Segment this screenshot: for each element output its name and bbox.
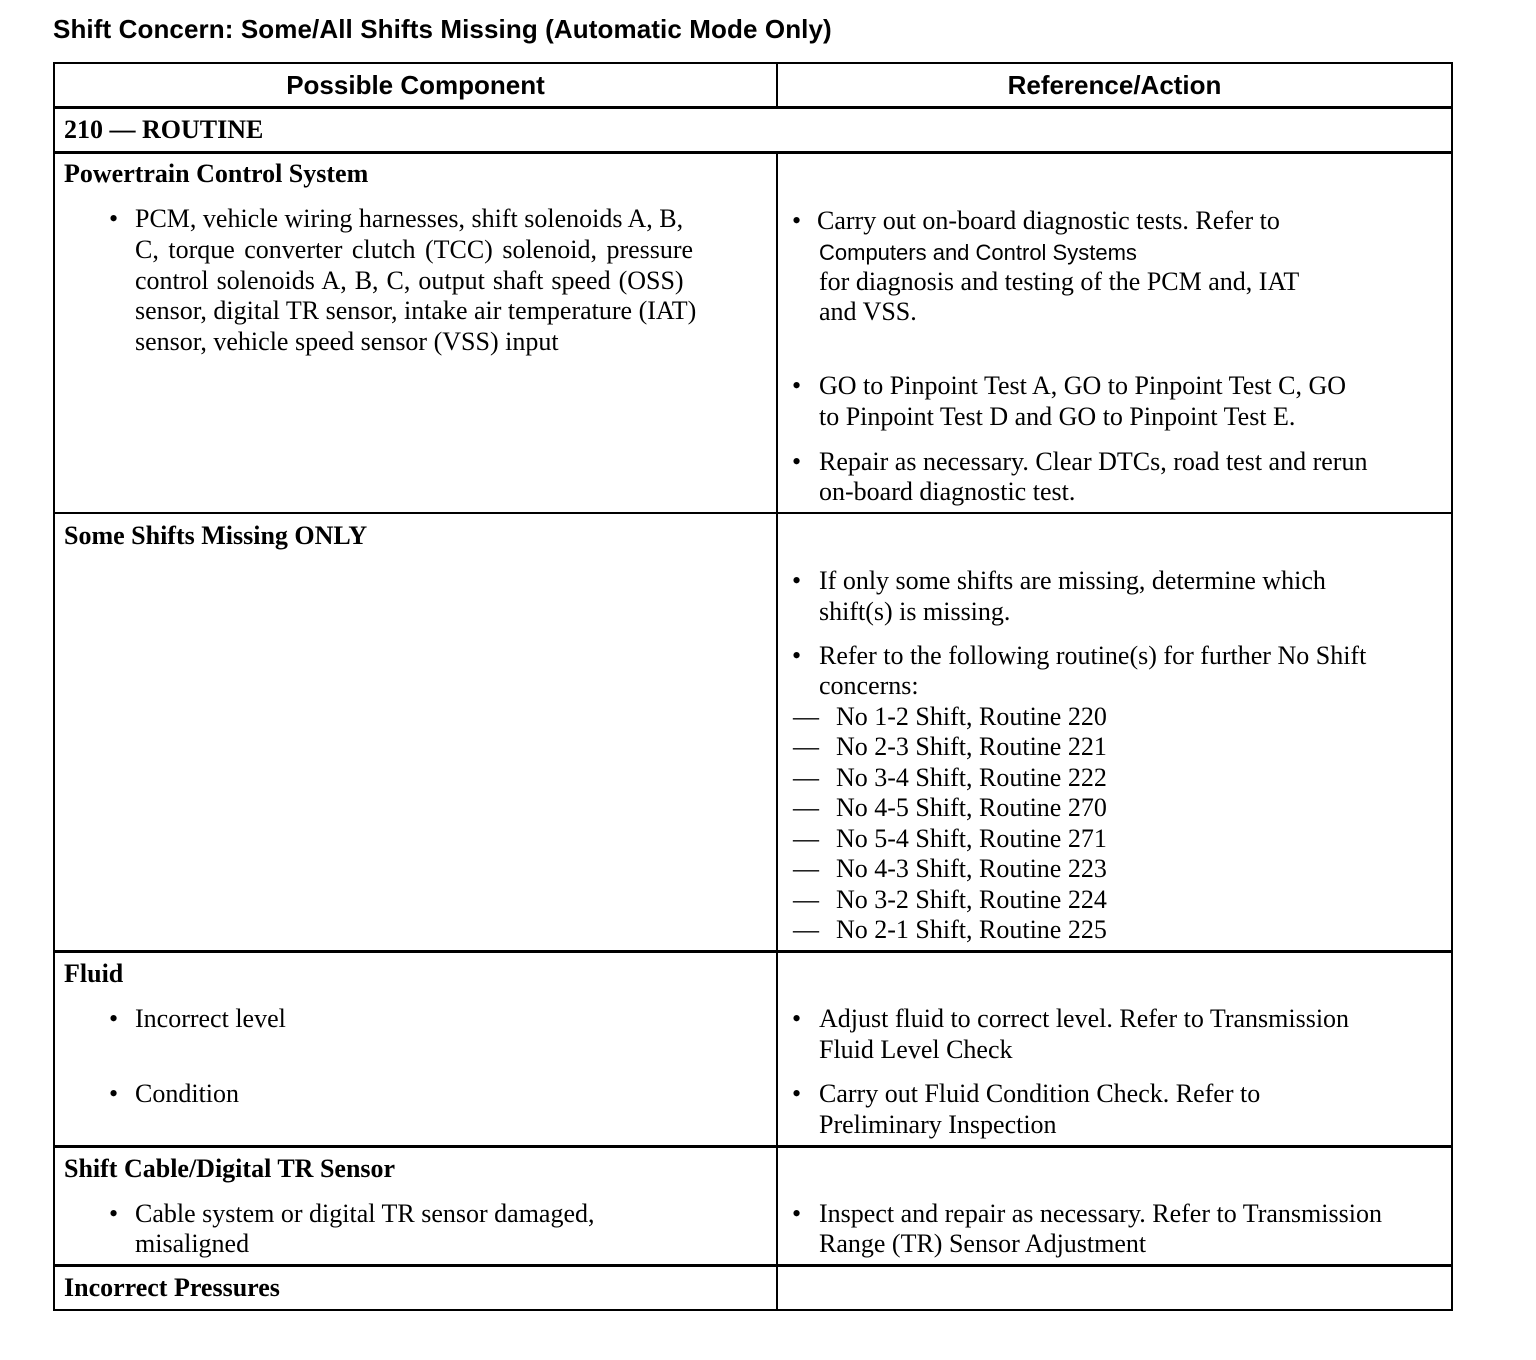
section-heading: Powertrain Control System (64, 159, 369, 188)
action-text-line: concerns: (819, 671, 919, 700)
column-header-action: Reference/Action (1007, 70, 1222, 100)
component-text-line: Incorrect level (135, 1004, 286, 1033)
header-divider (55, 106, 1451, 109)
action-text-line: Carry out Fluid Condition Check. Refer to (819, 1079, 1261, 1108)
dash-icon: — (793, 824, 819, 853)
component-text-line: Condition (135, 1079, 240, 1108)
routine-divider (55, 151, 1451, 154)
action-text-line: Preliminary Inspection (819, 1110, 1057, 1139)
bullet-icon: • (792, 1004, 802, 1033)
routine-reference: No 3-2 Shift, Routine 224 (836, 885, 1107, 914)
dash-icon: — (793, 763, 819, 792)
bullet-icon: • (792, 371, 802, 400)
routine-label: 210 — ROUTINE (64, 115, 264, 144)
dash-icon: — (793, 885, 819, 914)
bullet-icon: • (109, 204, 119, 233)
dash-icon: — (793, 854, 819, 883)
component-text-line: sensor, digital TR sensor, intake air temperature (IAT) (135, 296, 697, 325)
section-heading: Shift Cable/Digital TR Sensor (64, 1154, 396, 1183)
bullet-icon: • (792, 566, 802, 595)
action-text-line: Inspect and repair as necessary. Refer to Transmission (819, 1199, 1382, 1228)
component-text-line: control solenoids A, B, C, output shaft speed (OSS) (135, 266, 684, 295)
routine-reference: No 4-3 Shift, Routine 223 (836, 854, 1107, 883)
page-title: Shift Concern: Some/All Shifts Missing (Automatic Mode Only) (53, 14, 832, 44)
bullet-icon: • (792, 1199, 802, 1228)
dash-icon: — (793, 793, 819, 822)
diagnostic-table (53, 62, 1453, 1311)
component-text-line: C, torque converter clutch (TCC) solenoid, pressure (135, 235, 694, 264)
row-divider (55, 512, 1451, 514)
section-heading: Incorrect Pressures (64, 1273, 280, 1302)
action-text-line: Fluid Level Check (819, 1035, 1013, 1064)
routine-reference: No 3-4 Shift, Routine 222 (836, 763, 1107, 792)
routine-reference: No 2-3 Shift, Routine 221 (836, 732, 1107, 761)
bullet-icon: • (792, 641, 802, 670)
component-text-line: Cable system or digital TR sensor damaged, (135, 1199, 595, 1228)
row-divider (55, 950, 1451, 953)
action-text-line: and VSS. (819, 297, 917, 326)
bullet-icon: • (792, 447, 802, 476)
component-text-line: sensor, vehicle speed sensor (VSS) input (135, 327, 559, 356)
column-header-component: Possible Component (286, 70, 545, 100)
bullet-icon: • (109, 1199, 119, 1228)
action-text-line: to Pinpoint Test D and GO to Pinpoint Test E. (819, 402, 1296, 431)
action-text-line: Range (TR) Sensor Adjustment (819, 1229, 1147, 1258)
row-divider (55, 1264, 1451, 1267)
action-text-line: Repair as necessary. Clear DTCs, road test and rerun (819, 447, 1368, 476)
routine-reference: No 4-5 Shift, Routine 270 (836, 793, 1107, 822)
component-text-line: PCM, vehicle wiring harnesses, shift solenoids A, B, (135, 204, 684, 233)
routine-reference: No 5-4 Shift, Routine 271 (836, 824, 1107, 853)
section-heading: Some Shifts Missing ONLY (64, 521, 368, 550)
bullet-icon: • (109, 1004, 119, 1033)
bullet-icon: • (109, 1079, 119, 1108)
dash-icon: — (793, 702, 819, 731)
dash-icon: — (793, 915, 819, 944)
action-text-line: shift(s) is missing. (819, 597, 1011, 626)
dash-icon: — (793, 732, 819, 761)
bullet-icon: • (792, 206, 802, 235)
action-text-line: Computers and Control Systems (819, 240, 1137, 265)
action-text-line: Adjust fluid to correct level. Refer to Transmission (819, 1004, 1350, 1033)
action-text-line: on-board diagnostic test. (819, 477, 1076, 506)
action-text-line: If only some shifts are missing, determine which (819, 566, 1326, 595)
column-divider (776, 152, 778, 1309)
routine-reference: No 1-2 Shift, Routine 220 (836, 702, 1107, 731)
action-text-line: GO to Pinpoint Test A, GO to Pinpoint Test C, GO (819, 371, 1347, 400)
row-divider (55, 1145, 1451, 1148)
action-text-line: Refer to the following routine(s) for further No Shift (819, 641, 1367, 670)
action-text-line: Carry out on-board diagnostic tests. Refer to (817, 206, 1280, 235)
routine-reference: No 2-1 Shift, Routine 225 (836, 915, 1107, 944)
bullet-icon: • (792, 1079, 802, 1108)
action-text-line: for diagnosis and testing of the PCM and, IAT (819, 267, 1300, 296)
component-text-line: misaligned (135, 1229, 250, 1258)
section-heading: Fluid (64, 959, 124, 988)
